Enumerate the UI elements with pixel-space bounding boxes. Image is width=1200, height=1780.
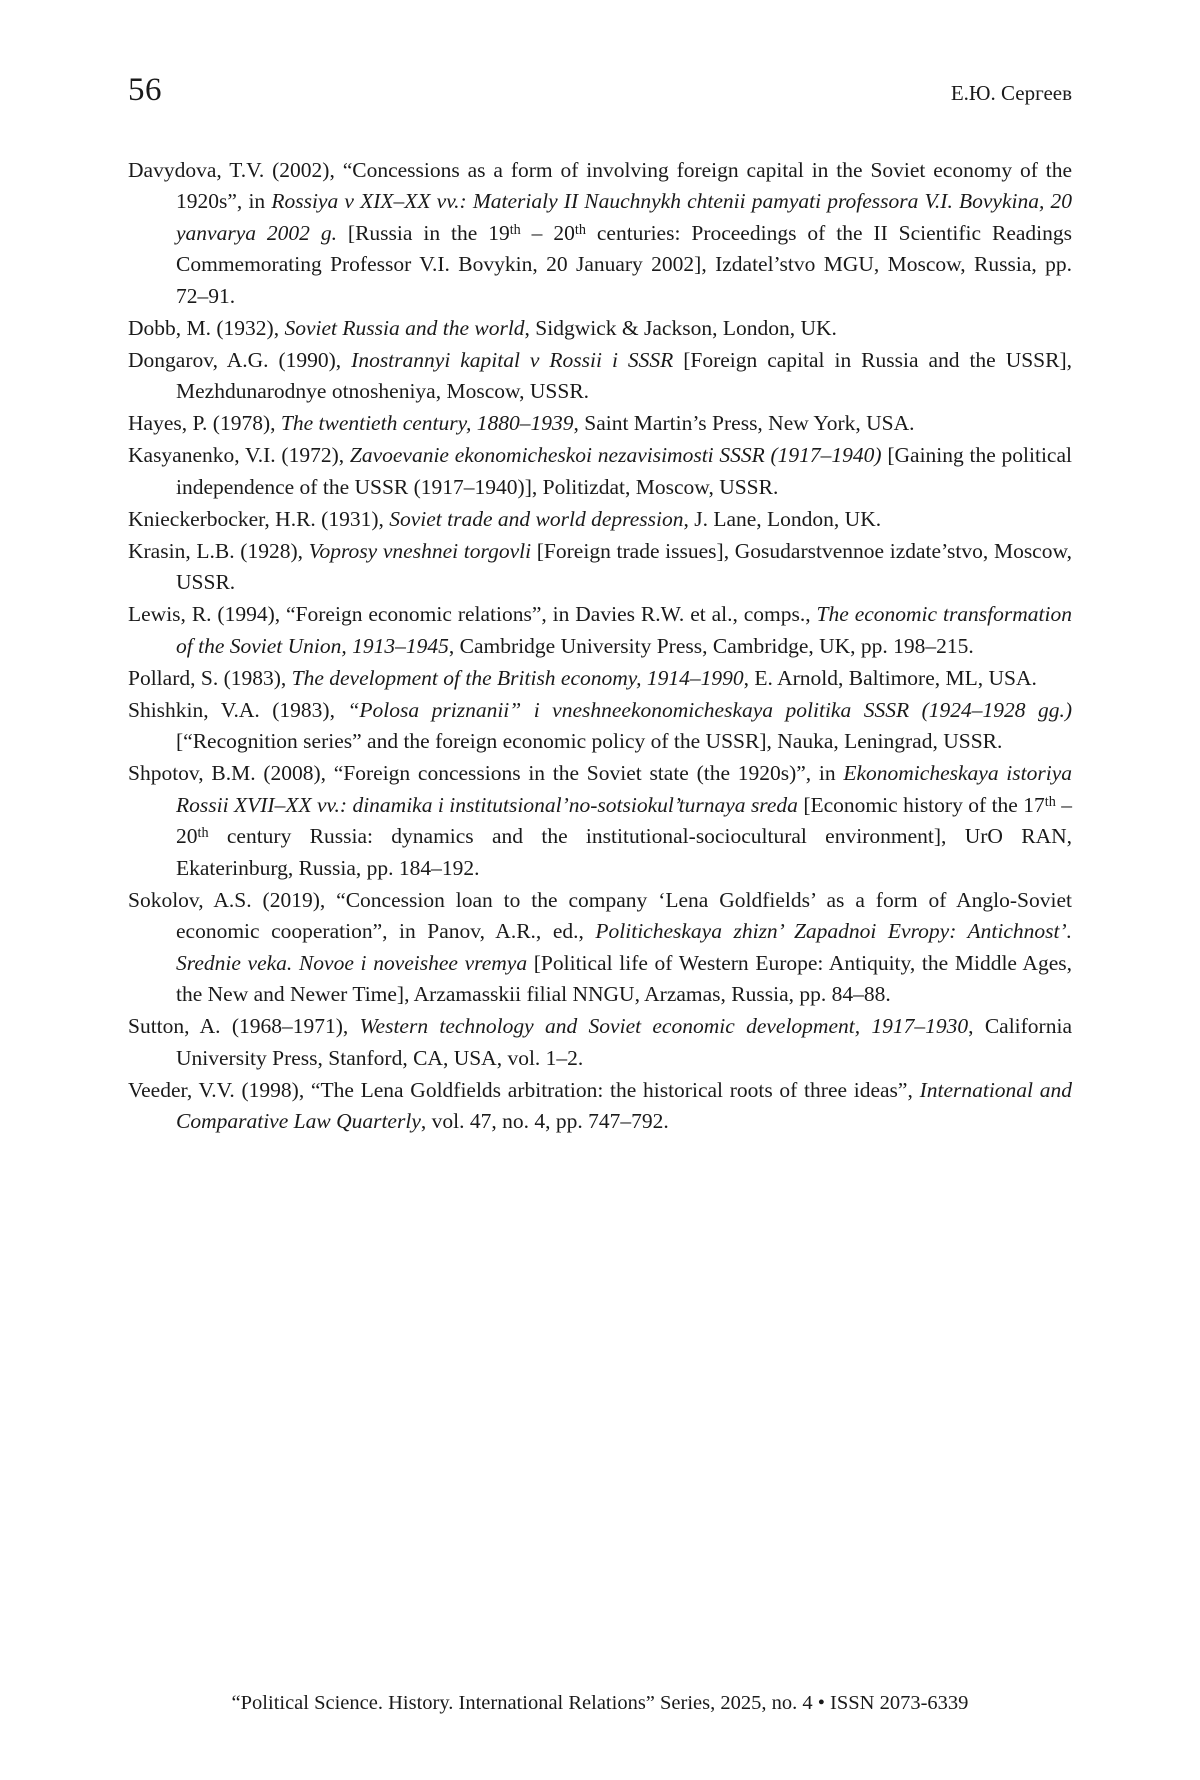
reference-entry: Davydova, T.V. (2002), “Concessions as a form of involving foreign capital in the Soviet economy of the 1920s”, in Rossiya v XIX–XX vv.: Materialy II Nauchnykh chtenii pamyati professora V.I. Bovykina, 20 yanvarya 2002 g. [Russia in the 19th – 20th centuries: Proceedings of the II Scientific Readings Commemorating Professor V.I. Bovykin, 20 January 2002], Izdatel’stvo MGU, Moscow, Russia, pp. 72–91.	[128, 158, 1073, 308]
reference-entry: Kasyanenko, V.I. (1972), Zavoevanie ekonomicheskoi nezavisimosti SSSR (1917–1940) [Gaining the political independence of the USSR (1917–1940)], Politizdat, Moscow, USSR.	[128, 443, 1072, 499]
reference-entry: Shishkin, V.A. (1983), “Polosa priznanii” i vneshneekonomicheskaya politika SSSR (1924–1928 gg.) [“Recognition series” and the foreign economic policy of the USSR], Nauka, Leningrad, USSR.	[128, 697, 1073, 754]
reference-entry: Knieckerbocker, H.R. (1931), Soviet trade and world depression, J. Lane, London, UK.	[128, 506, 882, 531]
reference-list	[128, 155, 1072, 1138]
page-header	[128, 72, 1072, 109]
reference-entry: Lewis, R. (1994), “Foreign economic relations”, in Davies R.W. et al., comps., The economic transformation of the Soviet Union, 1913–1945, Cambridge University Press, Cambridge, UK, pp. 198–215.	[128, 602, 1072, 658]
page-number: 56	[128, 72, 162, 108]
reference-entry: Dongarov, A.G. (1990), Inostrannyi kapital v Rossii i SSSR [Foreign capital in Russia and the USSR], Mezhdunarodnye otnosheniya, Moscow, USSR.	[128, 347, 1073, 404]
reference-entry: Pollard, S. (1983), The development of the British economy, 1914–1990, E. Arnold, Baltimore, ML, USA.	[128, 665, 1037, 690]
reference-entry: Veeder, V.V. (1998), “The Lena Goldfields arbitration: the historical roots of three ideas”, International and Comparative Law Quarterly, vol. 47, no. 4, pp. 747–792.	[128, 1077, 1072, 1134]
reference-entry: Sutton, A. (1968–1971), Western technology and Soviet economic development, 1917–1930, California University Press, Stanford, CA, USA, vol. 1–2.	[128, 1014, 1072, 1070]
reference-entry: Krasin, L.B. (1928), Voprosy vneshnei torgovli [Foreign trade issues], Gosudarstvennoe izdate’stvo, Moscow, USSR.	[128, 538, 1072, 595]
reference-entry: Shpotov, B.M. (2008), “Foreign concessions in the Soviet state (the 1920s)”, in Ekonomicheskaya istoriya Rossii XVII–XX vv.: dinamika i institutsional’no-sotsiokul’turnaya sreda [Economic history of the 17th – 20th century Russia: dynamics and the institutional-sociocultural environment], UrO RAN, Ekaterinburg, Russia, pp. 184–192.	[128, 761, 1072, 880]
reference-entry: Hayes, P. (1978), The twentieth century, 1880–1939, Saint Martin’s Press, New York, USA.	[128, 411, 915, 436]
reference-entry: Dobb, M. (1932), Soviet Russia and the world, Sidgwick & Jackson, London, UK.	[128, 315, 837, 340]
running-head-author: Е.Ю. Сергеев	[950, 81, 1072, 105]
page-footer: “Political Science. History. International Relations” Series, 2025, no. 4 • ISSN 2073-6339	[231, 1692, 969, 1714]
reference-entry: Sokolov, A.S. (2019), “Concession loan to the company ‘Lena Goldfields’ as a form of Anglo-Soviet economic cooperation”, in Panov, A.R., ed., Politicheskaya zhizn’ Zapadnoi Evropy: Antichnost’. Srednie veka. Novoe i noveishee vremya [Political life of Western Europe: Antiquity, the Middle Ages, the New and Newer Time], Arzamasskii filial NNGU, Arzamas, Russia, pp. 84–88.	[128, 887, 1072, 1007]
